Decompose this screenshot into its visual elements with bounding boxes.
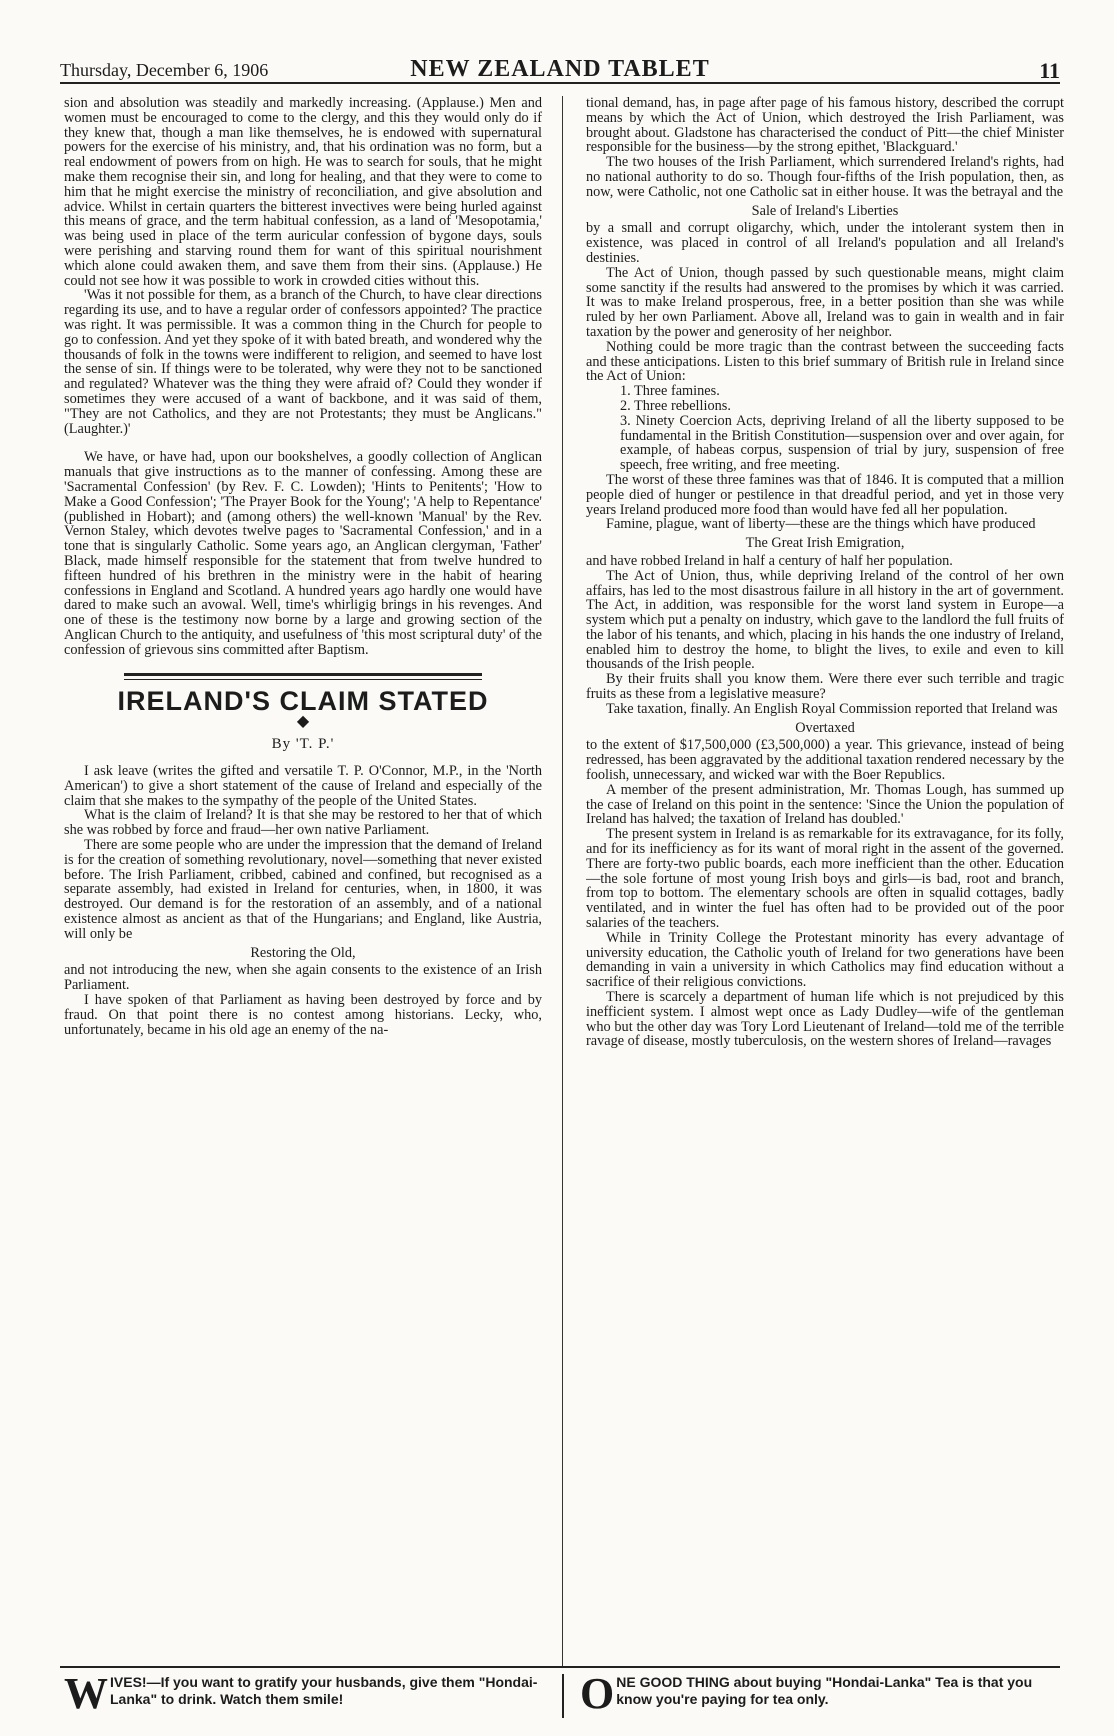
paragraph: The Act of Union, though passed by such questionable means, might claim some sanctity if the results had answered to the promises by which it was carried. It was to make Ireland prosperous, free, in a better position than she was while ruled by her own Parliament. Above all, Ireland was to gain in wealth and in fair taxation by the power and generosity of her neighbor. (586, 264, 1064, 340)
paragraph: to the extent of $17,500,000 (£3,500,000) a year. This grievance, instead of being redressed, has been aggravated by the additional taxation rendered necessary by the foolish, unnecessary, and wicked war with the Boer Republics. (586, 737, 1064, 784)
left-column (64, 96, 542, 1658)
paragraph: and not introducing the new, when she again consents to the existence of an Irish Parliament. (64, 962, 542, 994)
drop-cap: W (64, 1669, 108, 1718)
paragraph: While in Trinity College the Protestant minority has every advantage of university education, the Catholic youth of Ireland for two generations have been demanding in vain a university in which Catholics may find education without a sacrifice of their religious convictions. (586, 929, 1064, 991)
ad-text: IVES!—If you want to gratify your husbands, give them "Hondai-Lanka" to drink. Watch them smile! (110, 1674, 538, 1707)
summary-list (586, 384, 1064, 473)
paragraph: The Act of Union, thus, while depriving Ireland of the control of her own affairs, has led to the most disastrous failure in all history in the art of government. The Act, in addition, was responsible for the worst land system in Europe—a system which put a penalty on industry, which gave to the landlord the full fruits of the labor of his tenants, and which, placing in his hands the one industry of Ireland, enabled him to destroy the home, to blight the lives, to exile and even to kill thousands of the Irish people. (586, 567, 1064, 673)
paragraph: The present system in Ireland is as remarkable for its extravagance, for its folly, and for its inefficiency as for its want of moral right in the assent of the governed. There are forty-two public boards, each more inefficient than the other. Education—the sole fortune of most young Irish boys and girls—is bad, root and branch, from top to bottom. The elementary schools are often in squalid cottages, badly ventilated, and in winter the fuel has often had to be provided out of the poor salaries of the teachers. (586, 826, 1064, 932)
list-item: 2. Three rebellions. (620, 397, 731, 414)
advertisement-wives (64, 1669, 554, 1724)
paragraph: The two houses of the Irish Parliament, which surrendered Ireland's rights, had no national authority to do so. Though four-fifths of the Irish population, then, as now, were Catholic, not one Catholic sat in either house. It was the betrayal and the (586, 154, 1064, 200)
paragraph: There are some people who are under the impression that the demand of Ireland is for the creation of something revolutionary, novel—something that never existed before. The Irish Parliament, cribbed, cabined and confined, but recognised as a separate assembly, had existed in Ireland for centuries, when, in 1800, it was destroyed. Our demand is for the restoration of an assembly, and of a national existence almost as ancient as that of the Hungarians; and England, like Austria, will only be (64, 837, 542, 942)
paragraph: I ask leave (writes the gifted and versatile T. P. O'Connor, M.P., in the 'North American') to give a short statement of the cause of Ireland and especially of the claim that she makes to the sympathy of the people of the United States. (64, 763, 542, 809)
paragraph: sion and absolution was steadily and markedly increasing. (Applause.) Men and women must be encouraged to come to the clergy, and this they would only do if they knew that, though a man like themselves, he is endowed with supernatural powers for the exercise of his ministry, and, that his ordination was no form, but a real endowment of powers from on high. He was to search for souls, that he might make them recognise their sin, and long for healing, and that they were to come to him that he might exercise the ministry of reconciliation, and give absolution and advice. Whilst in certain quarters the bitterest invectives were being hurled against this means of grace, and the term habitual confession, as a land of 'Mesopotamia,' was being used in place of the term auricular confession of bygone days, souls were perishing and starving round them for want of this spiritual nourishment which alone could awaken them, and save them from their sins. (Applause.) He could not see how it was possible to work in crowded cities without this. (64, 96, 542, 289)
paragraph: I have spoken of that Parliament as having been destroyed by force and by fraud. On that point there is no contest among historians. Lecky, who, unfortunately, became in his old age an enemy of the na- (64, 992, 542, 1038)
title-rule (124, 673, 482, 680)
page-number: 11 (1039, 58, 1060, 83)
masthead (60, 52, 1060, 84)
paragraph: Famine, plague, want of liberty—these are the things which have produced (606, 516, 1036, 533)
paragraph: By their fruits shall you know them. Were there ever such terrible and tragic fruits as these from a legislative measure? (586, 671, 1064, 703)
newspaper-title: NEW ZEALAND TABLET (410, 56, 710, 82)
paragraph: The worst of these three famines was that of 1846. It is computed that a million people died of hunger or pestilence in that dreadful period, and yet in those very years Ireland produced more food than would have fed all her population. (586, 471, 1064, 518)
ad-text: NE GOOD THING about buying "Hondai-Lanka" Tea is that you know you're paying for tea only. (616, 1674, 1033, 1707)
paragraph: and have robbed Ireland in half a century of half her population. (586, 552, 953, 569)
paragraph: tional demand, has, in page after page of his famous history, described the corrupt means by which the Act of Union, which destroyed the Irish Parliament, was brought about. Gladstone has characterised the conduct of Pitt—the chief Minister responsible for the business—by the strong epithet, 'Blackguard.' (586, 96, 1064, 156)
paragraph: There is scarcely a department of human life which is not prejudiced by this inefficient system. I almost wept once as Lady Dudley—wife of the gentleman who but the other day was Tory Lord Lieutenant of Ireland—told me of the terrible ravage of disease, mostly tuberculosis, on the western shores of Ireland—ravages (586, 989, 1064, 1050)
advertisement-one-good-thing (580, 1669, 1060, 1724)
paragraph: Take taxation, finally. An English Royal Commission reported that Ireland was (606, 700, 1058, 717)
issue-date: Thursday, December 6, 1906 (60, 60, 269, 80)
right-column (586, 96, 1064, 1658)
list-item: 3. Ninety Coercion Acts, depriving Ireland of all the liberty supposed to be fundamental in the British Constitution—suspension over and over again, for example, of habeas corpus, suspension of trial by jury, suspension of free speech, free writing, and free meeting. (620, 412, 1064, 474)
list-item: 1. Three famines. (620, 383, 720, 400)
paragraph: A member of the present administration, Mr. Thomas Lough, has summed up the case of Ireland on this point in the sentence: 'Since the Union the population of Ireland has halved; the taxation of Ireland has doubled.' (586, 781, 1064, 828)
ad-divider (562, 1674, 564, 1718)
paragraph: We have, or have had, upon our bookshelves, a goodly collection of Anglican manuals that give instructions as to the manner of confessing. Among these are 'Sacramental Confession' (by Rev. F. C. Lowden); 'Hints to Penitents'; 'How to Make a Good Confession'; 'The Prayer Book for the Young'; 'A help to Repentance' (published in Hobart); and (among others) the well-known 'Manual' by the Rev. Vernon Staley, which devotes twelve pages to 'Sacramental Confession,' and in a tone that is singularly Catholic. Some years ago, an Anglican clergyman, 'Father' Black, made himself responsible for the statement that from twelve hundred to fifteen hundred of his brethren in the ministry were in the habit of hearing confessions in England and Scotland. A hundred years ago hardly one would have dared to make such an avowal. Well, time's whirligig brings in his revenges. And one of these is the testimony now borne by a large and growing section of the Anglican Church to the antiquity, and usefulness of 'this most scriptural duty' of the confession of grievous sins committed after Baptism. (64, 449, 542, 658)
ornament-icon: ◆ (296, 713, 310, 731)
subheading: Overtaxed (795, 719, 855, 736)
paragraph: Nothing could be more tragic than the contrast between the succeeding facts and these anticipations. Listen to this brief summary of British rule in Ireland since the Act of Union: (586, 338, 1064, 385)
article-title: IRELAND'S CLAIM STATED (117, 686, 489, 717)
drop-cap: O (580, 1669, 615, 1718)
footer-rule (60, 1666, 1060, 1668)
paragraph: by a small and corrupt oligarchy, which, under the intolerant system then in existence, was placed in control of all Ireland's population and all Ireland's destinies. (586, 220, 1064, 266)
subheading: Sale of Ireland's Liberties (751, 202, 899, 219)
column-divider (562, 96, 563, 1668)
article-header (64, 673, 542, 752)
paragraph: What is the claim of Ireland? It is that she may be restored to her that of which she was robbed by force and fraud—her own native Parliament. (64, 807, 542, 839)
subheading: The Great Irish Emigration, (745, 535, 905, 552)
paragraph: 'Was it not possible for them, as a branch of the Church, to have clear directions regarding its use, and to have a regular order of confessors appointed? The practice was right. It was permissible. It was a common thing in the Church for people to go to confession. And yet they spoke of it with bated breath, and wondered why the thousands of folk in the towns were indifferent to religion, and seemed to have lost the sense of sin. If things were to be tolerated, why were they not to be sanctioned and regulated? Whatever was the thing they were afraid of? Could they wonder if sometimes they were accused of a want of backbone, and it was said of them, "They are not Catholics, and they are not Protestants; they must be Anglicans." (Laughter.)' (64, 287, 542, 437)
byline: By 'T. P.' (271, 736, 335, 753)
subheading: Restoring the Old, (250, 944, 356, 961)
